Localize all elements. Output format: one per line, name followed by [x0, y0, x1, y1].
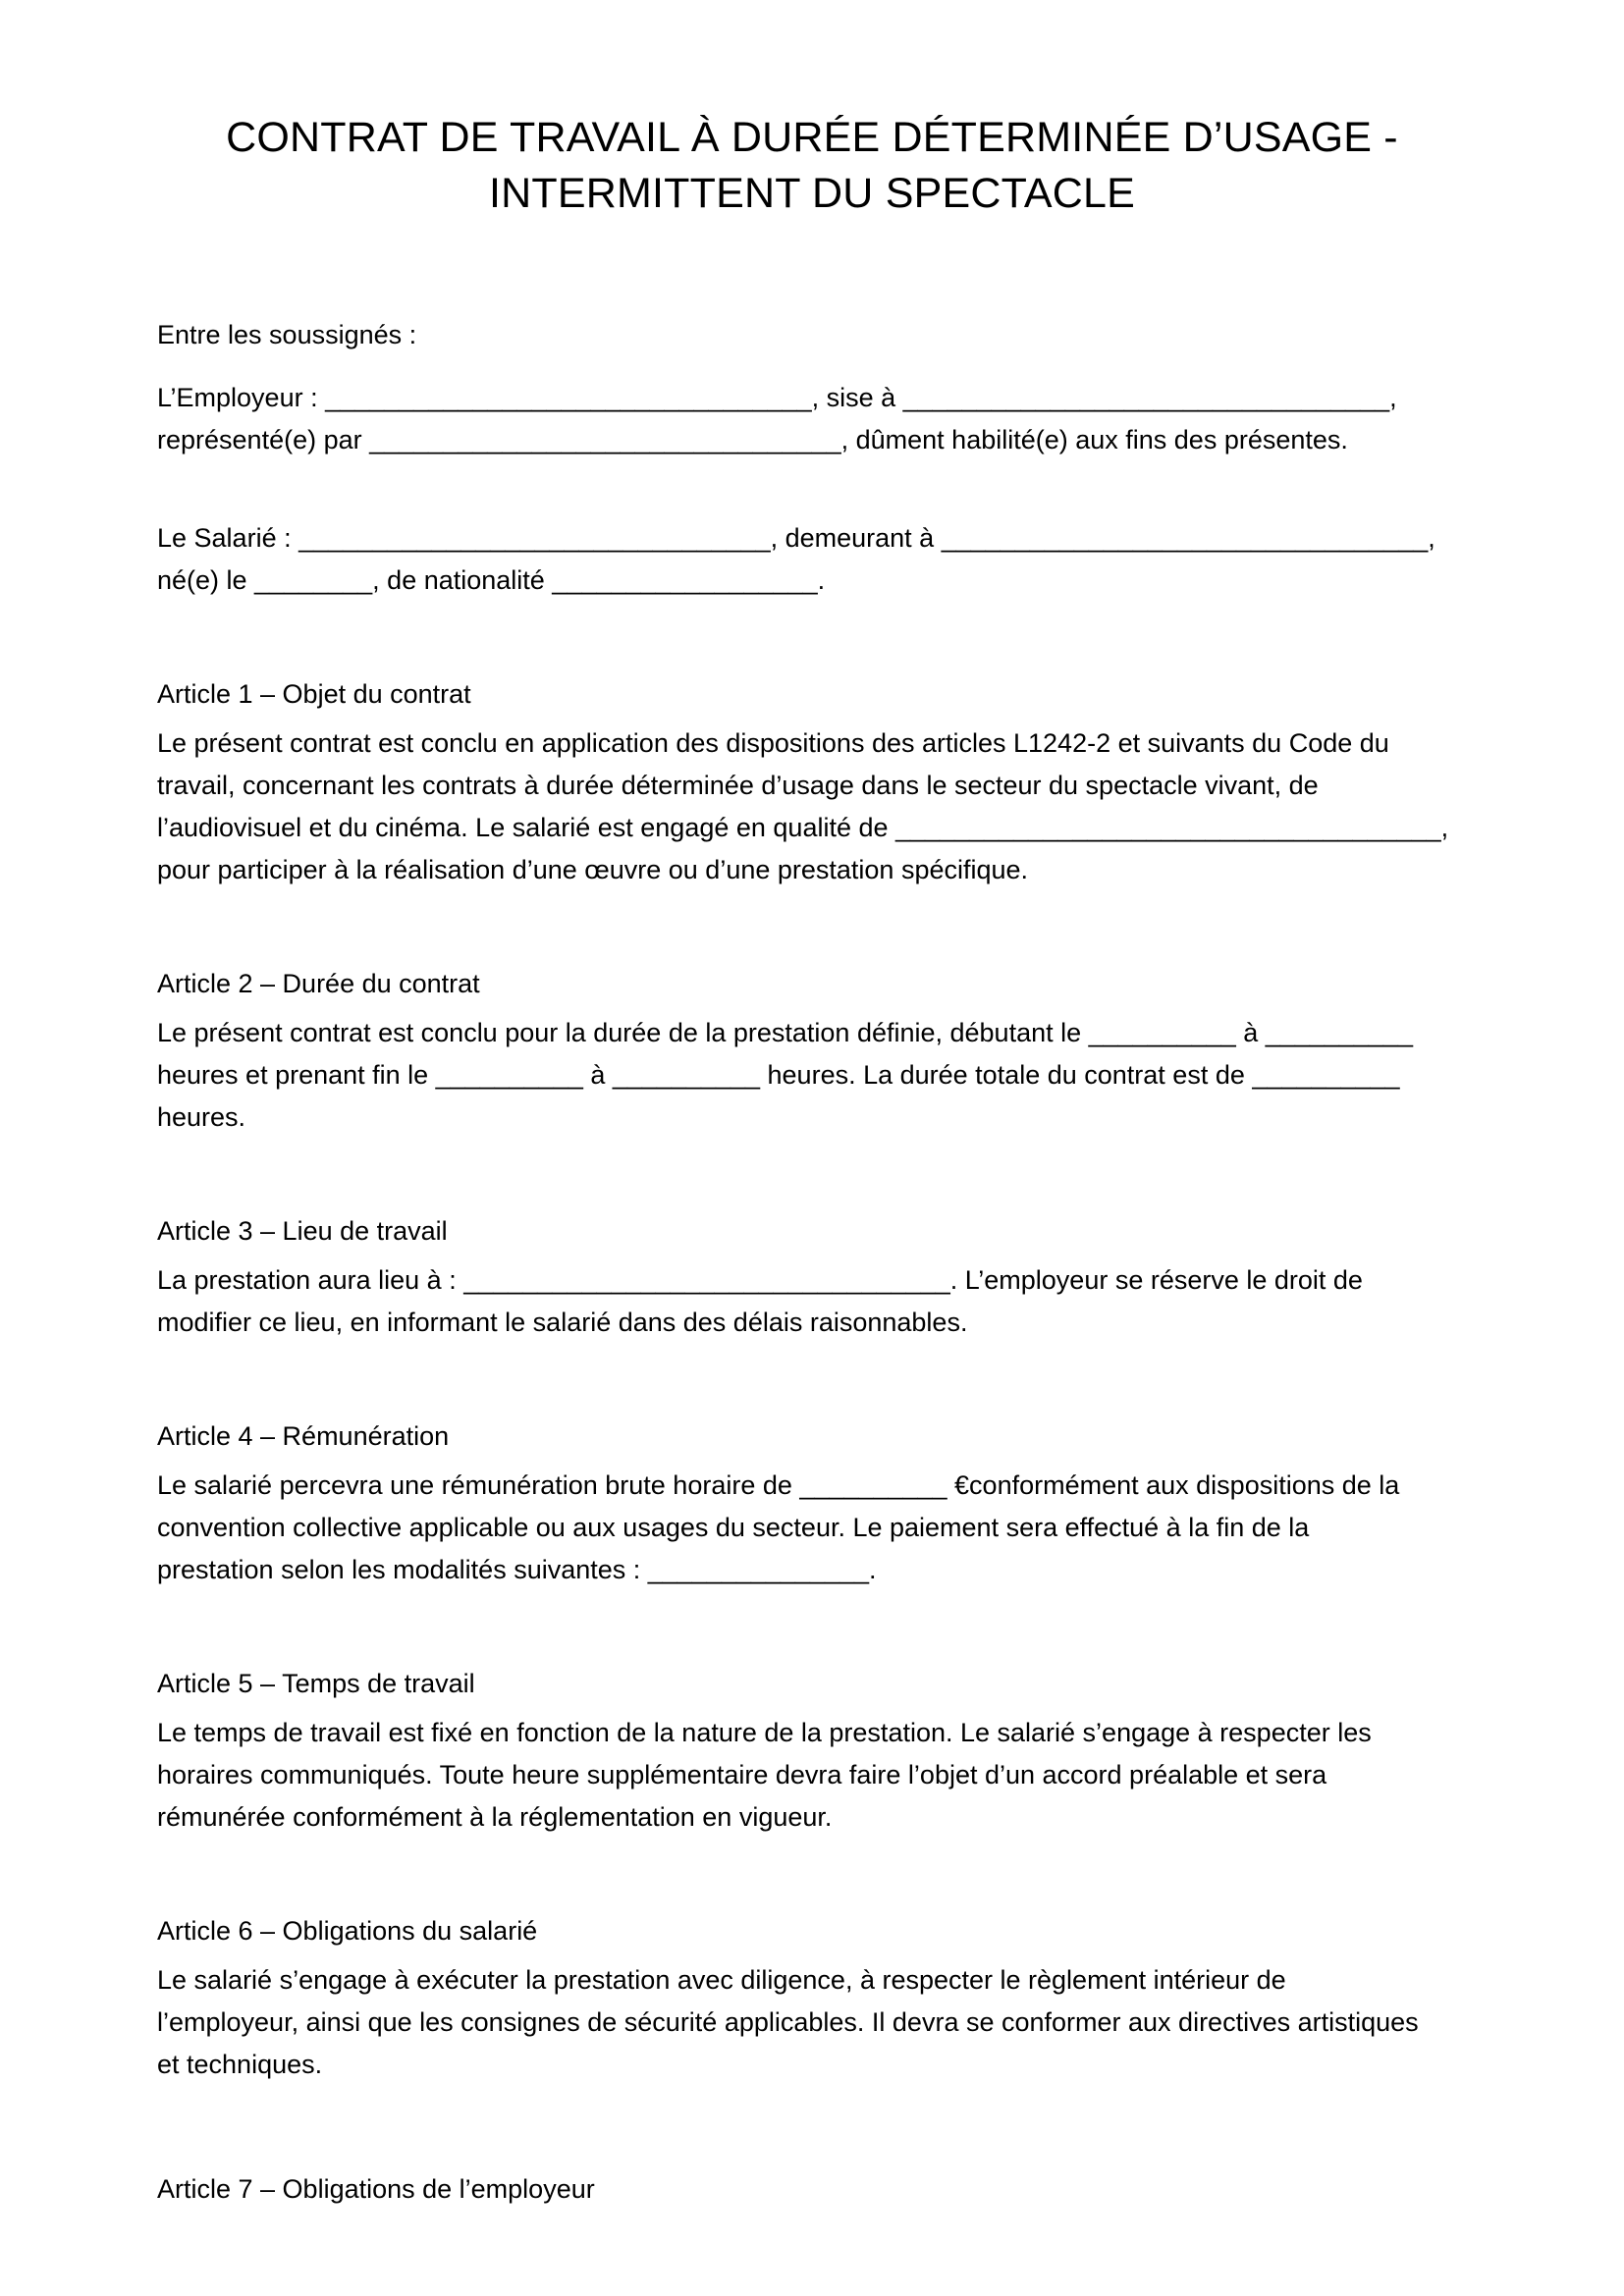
- document-title-line-2: INTERMITTENT DU SPECTACLE: [488, 170, 1136, 217]
- paragraph-line: La prestation aura lieu à : _________________________________. L’employeur se réserve le droit de: [157, 1265, 1363, 1295]
- article-heading: Article 1 – Objet du contrat: [157, 679, 471, 709]
- article-section-1: [157, 673, 1467, 891]
- article-body: [157, 1259, 1467, 1344]
- document-title-line-1: CONTRAT DE TRAVAIL À DURÉE DÉTERMINÉE D’USAGE -: [226, 114, 1398, 161]
- paragraph-line: horaires communiqués. Toute heure supplémentaire devra faire l’objet d’un accord préalable et sera: [157, 1760, 1327, 1789]
- paragraph-line: Le Salarié : ________________________________, demeurant à _________________________________,: [157, 523, 1435, 553]
- article-body: [157, 722, 1467, 891]
- paragraph-line: modifier ce lieu, en informant le salarié dans des délais raisonnables.: [157, 1308, 968, 1337]
- article-section-7: [157, 2168, 1467, 2211]
- paragraph-line: Le temps de travail est fixé en fonction de la nature de la prestation. Le salarié s’engage à respecter les: [157, 1718, 1372, 1747]
- paragraph-line: L’Employeur : _________________________________, sise à _________________________________,: [157, 383, 1397, 412]
- paragraph-line: né(e) le ________, de nationalité __________________.: [157, 565, 826, 595]
- paragraph-line: rémunérée conformément à la réglementation en vigueur.: [157, 1802, 833, 1832]
- article-heading: Article 2 – Durée du contrat: [157, 969, 480, 998]
- paragraph-line: prestation selon les modalités suivantes : _______________.: [157, 1555, 877, 1584]
- article-body: [157, 1712, 1467, 1839]
- paragraph-line: Le salarié percevra une rémunération brute horaire de __________ €conformément aux dispositions de la: [157, 1470, 1400, 1500]
- paragraph-line: et techniques.: [157, 2050, 323, 2079]
- article-heading: Article 3 – Lieu de travail: [157, 1216, 448, 1246]
- employer-paragraph: [157, 377, 1467, 461]
- article-heading: Article 5 – Temps de travail: [157, 1669, 475, 1698]
- intro-line: Entre les soussignés :: [157, 320, 417, 349]
- article-heading: Article 7 – Obligations de l’employeur: [157, 2174, 595, 2204]
- paragraph-line: travail, concernant les contrats à durée déterminée d’usage dans le secteur du spectacle vivant, de: [157, 771, 1319, 800]
- article-body: [157, 1959, 1467, 2086]
- article-heading: Article 4 – Rémunération: [157, 1421, 450, 1451]
- paragraph-line: convention collective applicable ou aux usages du secteur. Le paiement sera effectué à la fin de la: [157, 1513, 1310, 1542]
- paragraph-line: heures.: [157, 1102, 246, 1132]
- paragraph-line: Le présent contrat est conclu en application des dispositions des articles L1242-2 et suivants du Code du: [157, 728, 1389, 758]
- paragraph-line: pour participer à la réalisation d’une œuvre ou d’une prestation spécifique.: [157, 855, 1029, 884]
- paragraph-line: Le présent contrat est conclu pour la durée de la prestation définie, débutant le __________ à __________: [157, 1018, 1413, 1047]
- article-body: [157, 1465, 1467, 1591]
- paragraph-line: l’employeur, ainsi que les consignes de sécurité applicables. Il devra se conformer aux directives artistiques: [157, 2007, 1419, 2037]
- paragraph-line: l’audiovisuel et du cinéma. Le salarié est engagé en qualité de _____________________________________,: [157, 813, 1449, 842]
- paragraph-line: heures et prenant fin le __________ à __________ heures. La durée totale du contrat est de __________: [157, 1060, 1400, 1090]
- article-section-6: [157, 1910, 1467, 2086]
- article-body: [157, 1012, 1467, 1139]
- article-section-3: [157, 1210, 1467, 1344]
- paragraph-line: représenté(e) par ________________________________, dûment habilité(e) aux fins des présentes.: [157, 425, 1348, 454]
- employee-paragraph: [157, 517, 1467, 602]
- document-title: [157, 110, 1467, 222]
- paragraph-line: Le salarié s’engage à exécuter la prestation avec diligence, à respecter le règlement intérieur de: [157, 1965, 1286, 1995]
- article-section-5: [157, 1663, 1467, 1839]
- article-section-2: [157, 963, 1467, 1139]
- article-heading: Article 6 – Obligations du salarié: [157, 1916, 538, 1946]
- article-section-4: [157, 1415, 1467, 1591]
